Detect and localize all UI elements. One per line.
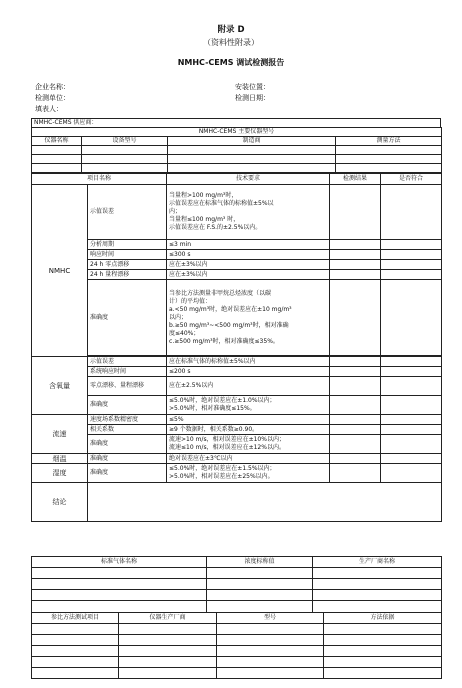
equipment-header: 测量方法	[336, 137, 442, 146]
equipment-cell[interactable]	[82, 155, 168, 164]
gas-cell[interactable]	[207, 601, 313, 613]
conclusion-label: 结论	[32, 483, 88, 522]
gas-cell[interactable]	[32, 601, 207, 613]
item-name: 示值误差	[88, 357, 167, 367]
item-req	[167, 396, 330, 415]
compliance-cell[interactable]	[381, 260, 442, 270]
item-req: ≤5%	[167, 415, 330, 425]
equipment-header: 仪器名称	[32, 137, 82, 146]
ref-header: 仪器生产厂商	[119, 613, 217, 624]
ref-cell[interactable]	[119, 657, 217, 668]
group-temp: 烟温	[32, 454, 88, 464]
equipment-section-title: NMHC-CEMS 主要仪器型号	[32, 128, 442, 137]
gas-cell[interactable]	[313, 601, 442, 613]
ref-cell[interactable]	[119, 624, 217, 635]
ref-cell[interactable]	[324, 646, 442, 657]
equipment-header: 制造商	[168, 137, 336, 146]
gas-header: 标准气体名称	[32, 557, 207, 568]
compliance-cell[interactable]	[381, 464, 442, 483]
equipment-cell[interactable]	[168, 155, 336, 164]
req-line: 流速≤10 m/s，相对误差应在±12%以内。	[169, 444, 285, 451]
compliance-cell[interactable]	[381, 454, 442, 464]
ref-cell[interactable]	[324, 657, 442, 668]
ref-cell[interactable]	[32, 635, 119, 646]
tech-header: 检测结果	[330, 174, 381, 185]
conclusion-cell[interactable]	[88, 483, 442, 522]
req-line: ≤5.0%时，绝对误差应在±1.0%以内；	[169, 397, 276, 404]
result-cell[interactable]	[330, 240, 381, 250]
appendix-nature: （资料性附录）	[203, 38, 259, 47]
req-line: 当量程>100 mg/m³时，	[169, 192, 238, 199]
group-flow: 流速	[32, 415, 88, 454]
compliance-cell[interactable]	[381, 250, 442, 260]
req-line: ≤5.0%时，绝对误差应在±1.5%以内；	[169, 465, 276, 472]
result-cell[interactable]	[330, 367, 381, 377]
equipment-cell[interactable]	[336, 164, 442, 173]
compliance-cell[interactable]	[381, 425, 442, 435]
req-line: 计）的平均值：	[169, 297, 212, 305]
gas-cell[interactable]	[313, 568, 442, 579]
item-req: ≤300 s	[167, 250, 330, 260]
ref-header: 型号	[217, 613, 324, 624]
item-req: ≥9 个数据时，相关系数≥0.90。	[167, 425, 330, 435]
req-line: 当量程≤100 mg/m³ 时，	[169, 216, 240, 223]
item-name: 24 h 零点漂移	[88, 260, 167, 270]
gas-header: 生产厂商名称	[313, 557, 442, 568]
compliance-cell[interactable]	[381, 270, 442, 280]
ref-cell[interactable]	[217, 624, 324, 635]
ref-header: 参比方法测试项目	[32, 613, 119, 624]
ref-cell[interactable]	[324, 624, 442, 635]
equipment-cell[interactable]	[168, 164, 336, 173]
inspection-date-label: 检测日期：	[235, 94, 270, 102]
item-name: 响应时间	[88, 250, 167, 260]
gas-cell[interactable]	[32, 568, 207, 579]
result-cell[interactable]	[330, 377, 381, 396]
item-name: 24 h 量程漂移	[88, 270, 167, 280]
company-label: 企业名称：	[35, 83, 70, 91]
item-name: 准确度	[88, 454, 167, 464]
equipment-cell[interactable]	[336, 155, 442, 164]
item-name: 准确度	[88, 435, 167, 454]
item-req	[167, 464, 330, 483]
group-nmhc: NMHC	[32, 185, 88, 357]
ref-cell[interactable]	[217, 668, 324, 679]
gas-cell[interactable]	[207, 568, 313, 579]
req-line: 内；	[169, 208, 182, 215]
gas-cell[interactable]	[32, 590, 207, 601]
report-title: NMHC-CEMS 调试检测报告	[177, 58, 285, 67]
equipment-table	[31, 127, 442, 173]
req-line: 示值误差应在 F.S.的±2.5%以内。	[169, 224, 262, 231]
item-req: 绝对误差应在±3℃以内	[167, 454, 330, 464]
result-cell[interactable]	[330, 396, 381, 415]
result-cell[interactable]	[330, 454, 381, 464]
compliance-cell[interactable]	[381, 396, 442, 415]
ref-header: 方法依据	[324, 613, 442, 624]
item-req: 应在±2.5%以内	[167, 377, 330, 396]
result-cell[interactable]	[330, 280, 381, 356]
result-cell[interactable]	[330, 357, 381, 367]
item-name: 速度场系数精密度	[88, 415, 167, 425]
result-cell[interactable]	[330, 435, 381, 454]
ref-cell[interactable]	[324, 635, 442, 646]
ref-cell[interactable]	[217, 646, 324, 657]
compliance-cell[interactable]	[381, 377, 442, 396]
ref-cell[interactable]	[119, 668, 217, 679]
req-line: 以内；	[169, 313, 188, 321]
item-name: 准确度	[88, 280, 167, 356]
supplier-label: NMHC-CEMS 供应商：	[32, 119, 441, 128]
compliance-cell[interactable]	[381, 435, 442, 454]
appendix-label: 附录 D	[217, 25, 245, 35]
tech-header: 项目名称	[32, 174, 167, 185]
compliance-cell[interactable]	[381, 357, 442, 367]
filler-label: 填表人：	[35, 105, 63, 113]
result-cell[interactable]	[330, 464, 381, 483]
item-req	[167, 280, 330, 356]
tech-table	[31, 173, 442, 522]
item-name: 分析周期	[88, 240, 167, 250]
item-req: ≤3 min	[167, 240, 330, 250]
ref-cell[interactable]	[119, 646, 217, 657]
ref-cell[interactable]	[32, 624, 119, 635]
ref-cell[interactable]	[32, 657, 119, 668]
req-line: 示值误差应在标准气体的标称值±5%以	[169, 200, 274, 207]
reference-table	[31, 612, 442, 679]
tech-header: 技术要求	[167, 174, 330, 185]
ref-cell[interactable]	[217, 635, 324, 646]
item-req	[167, 185, 330, 240]
result-cell[interactable]	[330, 270, 381, 280]
req-line: 当参比方法测量非甲烷总烃浓度（以碳	[169, 289, 272, 297]
ref-cell[interactable]	[32, 668, 119, 679]
result-cell[interactable]	[330, 185, 381, 240]
result-cell[interactable]	[330, 415, 381, 425]
inspector-unit-label: 检测单位：	[35, 94, 70, 102]
gas-cell[interactable]	[207, 590, 313, 601]
gas-cell[interactable]	[32, 579, 207, 590]
req-line: >5.0%时，相对误差应在±25%以内。	[169, 473, 274, 480]
item-name: 准确度	[88, 396, 167, 415]
item-req: 应在±3%以内	[167, 270, 330, 280]
compliance-cell[interactable]	[381, 367, 442, 377]
group-oxygen: 含氧量	[32, 357, 88, 415]
item-name: 系统响应时间	[88, 367, 167, 377]
result-cell[interactable]	[330, 425, 381, 435]
ref-cell[interactable]	[217, 657, 324, 668]
result-cell[interactable]	[330, 250, 381, 260]
gas-cell[interactable]	[313, 590, 442, 601]
req-line: c.≥500 mg/m³时，相对准确度≤35%。	[169, 337, 279, 345]
ref-cell[interactable]	[32, 646, 119, 657]
gas-header: 浓度标称值	[207, 557, 313, 568]
equipment-header: 设备型号	[82, 137, 168, 146]
equipment-cell[interactable]	[32, 146, 82, 155]
ref-cell[interactable]	[324, 668, 442, 679]
group-humidity: 湿度	[32, 464, 88, 483]
item-req: ≤200 s	[167, 367, 330, 377]
result-cell[interactable]	[330, 260, 381, 270]
compliance-cell[interactable]	[381, 415, 442, 425]
gas-cell[interactable]	[207, 579, 313, 590]
equipment-cell[interactable]	[168, 146, 336, 155]
req-line: >5.0%时，相对准确度≤15%。	[169, 405, 256, 412]
item-req	[167, 435, 330, 454]
compliance-cell[interactable]	[381, 185, 442, 240]
req-line: 流速>10 m/s，相对误差应在±10%以内；	[169, 436, 285, 443]
item-req: 应在±3%以内	[167, 260, 330, 270]
req-line: 度≤40%；	[169, 329, 200, 337]
item-name: 零点漂移、量程漂移	[88, 377, 167, 396]
equipment-cell[interactable]	[82, 164, 168, 173]
ref-cell[interactable]	[119, 635, 217, 646]
compliance-cell[interactable]	[381, 240, 442, 250]
equipment-cell[interactable]	[32, 164, 82, 173]
req-line: b.≥50 mg/m³~<500 mg/m³时，相对准确	[169, 321, 289, 329]
tech-header: 是否符合	[381, 174, 442, 185]
equipment-cell[interactable]	[336, 146, 442, 155]
item-name: 准确度	[88, 464, 167, 483]
item-name: 示值误差	[88, 185, 167, 240]
req-line: a.<50 mg/m³时，绝对误差应在±10 mg/m³	[169, 305, 292, 313]
gas-cell[interactable]	[313, 579, 442, 590]
standard-gas-table	[31, 556, 442, 613]
compliance-cell[interactable]	[381, 280, 442, 356]
item-name: 相关系数	[88, 425, 167, 435]
equipment-cell[interactable]	[32, 155, 82, 164]
item-req: 应在标准气体的标称值±5%以内	[167, 357, 330, 367]
equipment-cell[interactable]	[82, 146, 168, 155]
location-label: 安装位置：	[235, 83, 270, 91]
